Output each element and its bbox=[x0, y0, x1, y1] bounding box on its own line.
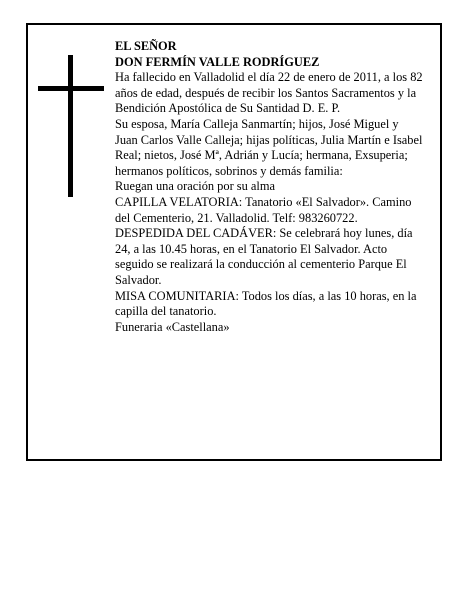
family-list: Su esposa, María Calleja Sanmartín; hijos, José Miguel y Juan Carlos Valle Calleja; hijas políticas, Julia Martín e Isabel Real; nietos, José Mª, Adrián y Lucía; hermana, Exsuperia; hermanos políticos, sobrinos y demás familia: bbox=[115, 116, 423, 178]
deceased-name: DON FERMÍN VALLE RODRÍGUEZ bbox=[115, 54, 320, 69]
cross-vertical-bar bbox=[68, 55, 73, 197]
death-announcement: Ha fallecido en Valladolid el día 22 de enero de 2011, a los 82 años de edad, después de recibir los Santos Sacramentos y la Bendición Apostólica de Su Santidad D. E. P. bbox=[115, 70, 423, 116]
notice-text bbox=[115, 39, 423, 335]
notice-title-line1: EL SEÑOR bbox=[115, 39, 177, 53]
prayer-request: Ruegan una oración por su alma bbox=[115, 179, 275, 194]
obituary-notice bbox=[26, 23, 442, 461]
funeral-home: Funeraria «Castellana» bbox=[115, 319, 230, 334]
wake-chapel-info: CAPILLA VELATORIA: Tanatorio «El Salvador». Camino del Cementerio, 21. Valladolid. Telf: 983260722. bbox=[115, 194, 412, 225]
community-mass-info: MISA COMUNITARIA: Todos los días, a las 10 horas, en la capilla del tanatorio. bbox=[115, 288, 417, 319]
funeral-farewell-info: DESPEDIDA DEL CADÁVER: Se celebrará hoy lunes, día 24, a las 10.45 horas, en el Tanatorio El Salvador. Acto seguido se realizará la conducción al cementerio Parque El Salvador. bbox=[115, 226, 413, 287]
cross-horizontal-bar bbox=[38, 86, 104, 91]
